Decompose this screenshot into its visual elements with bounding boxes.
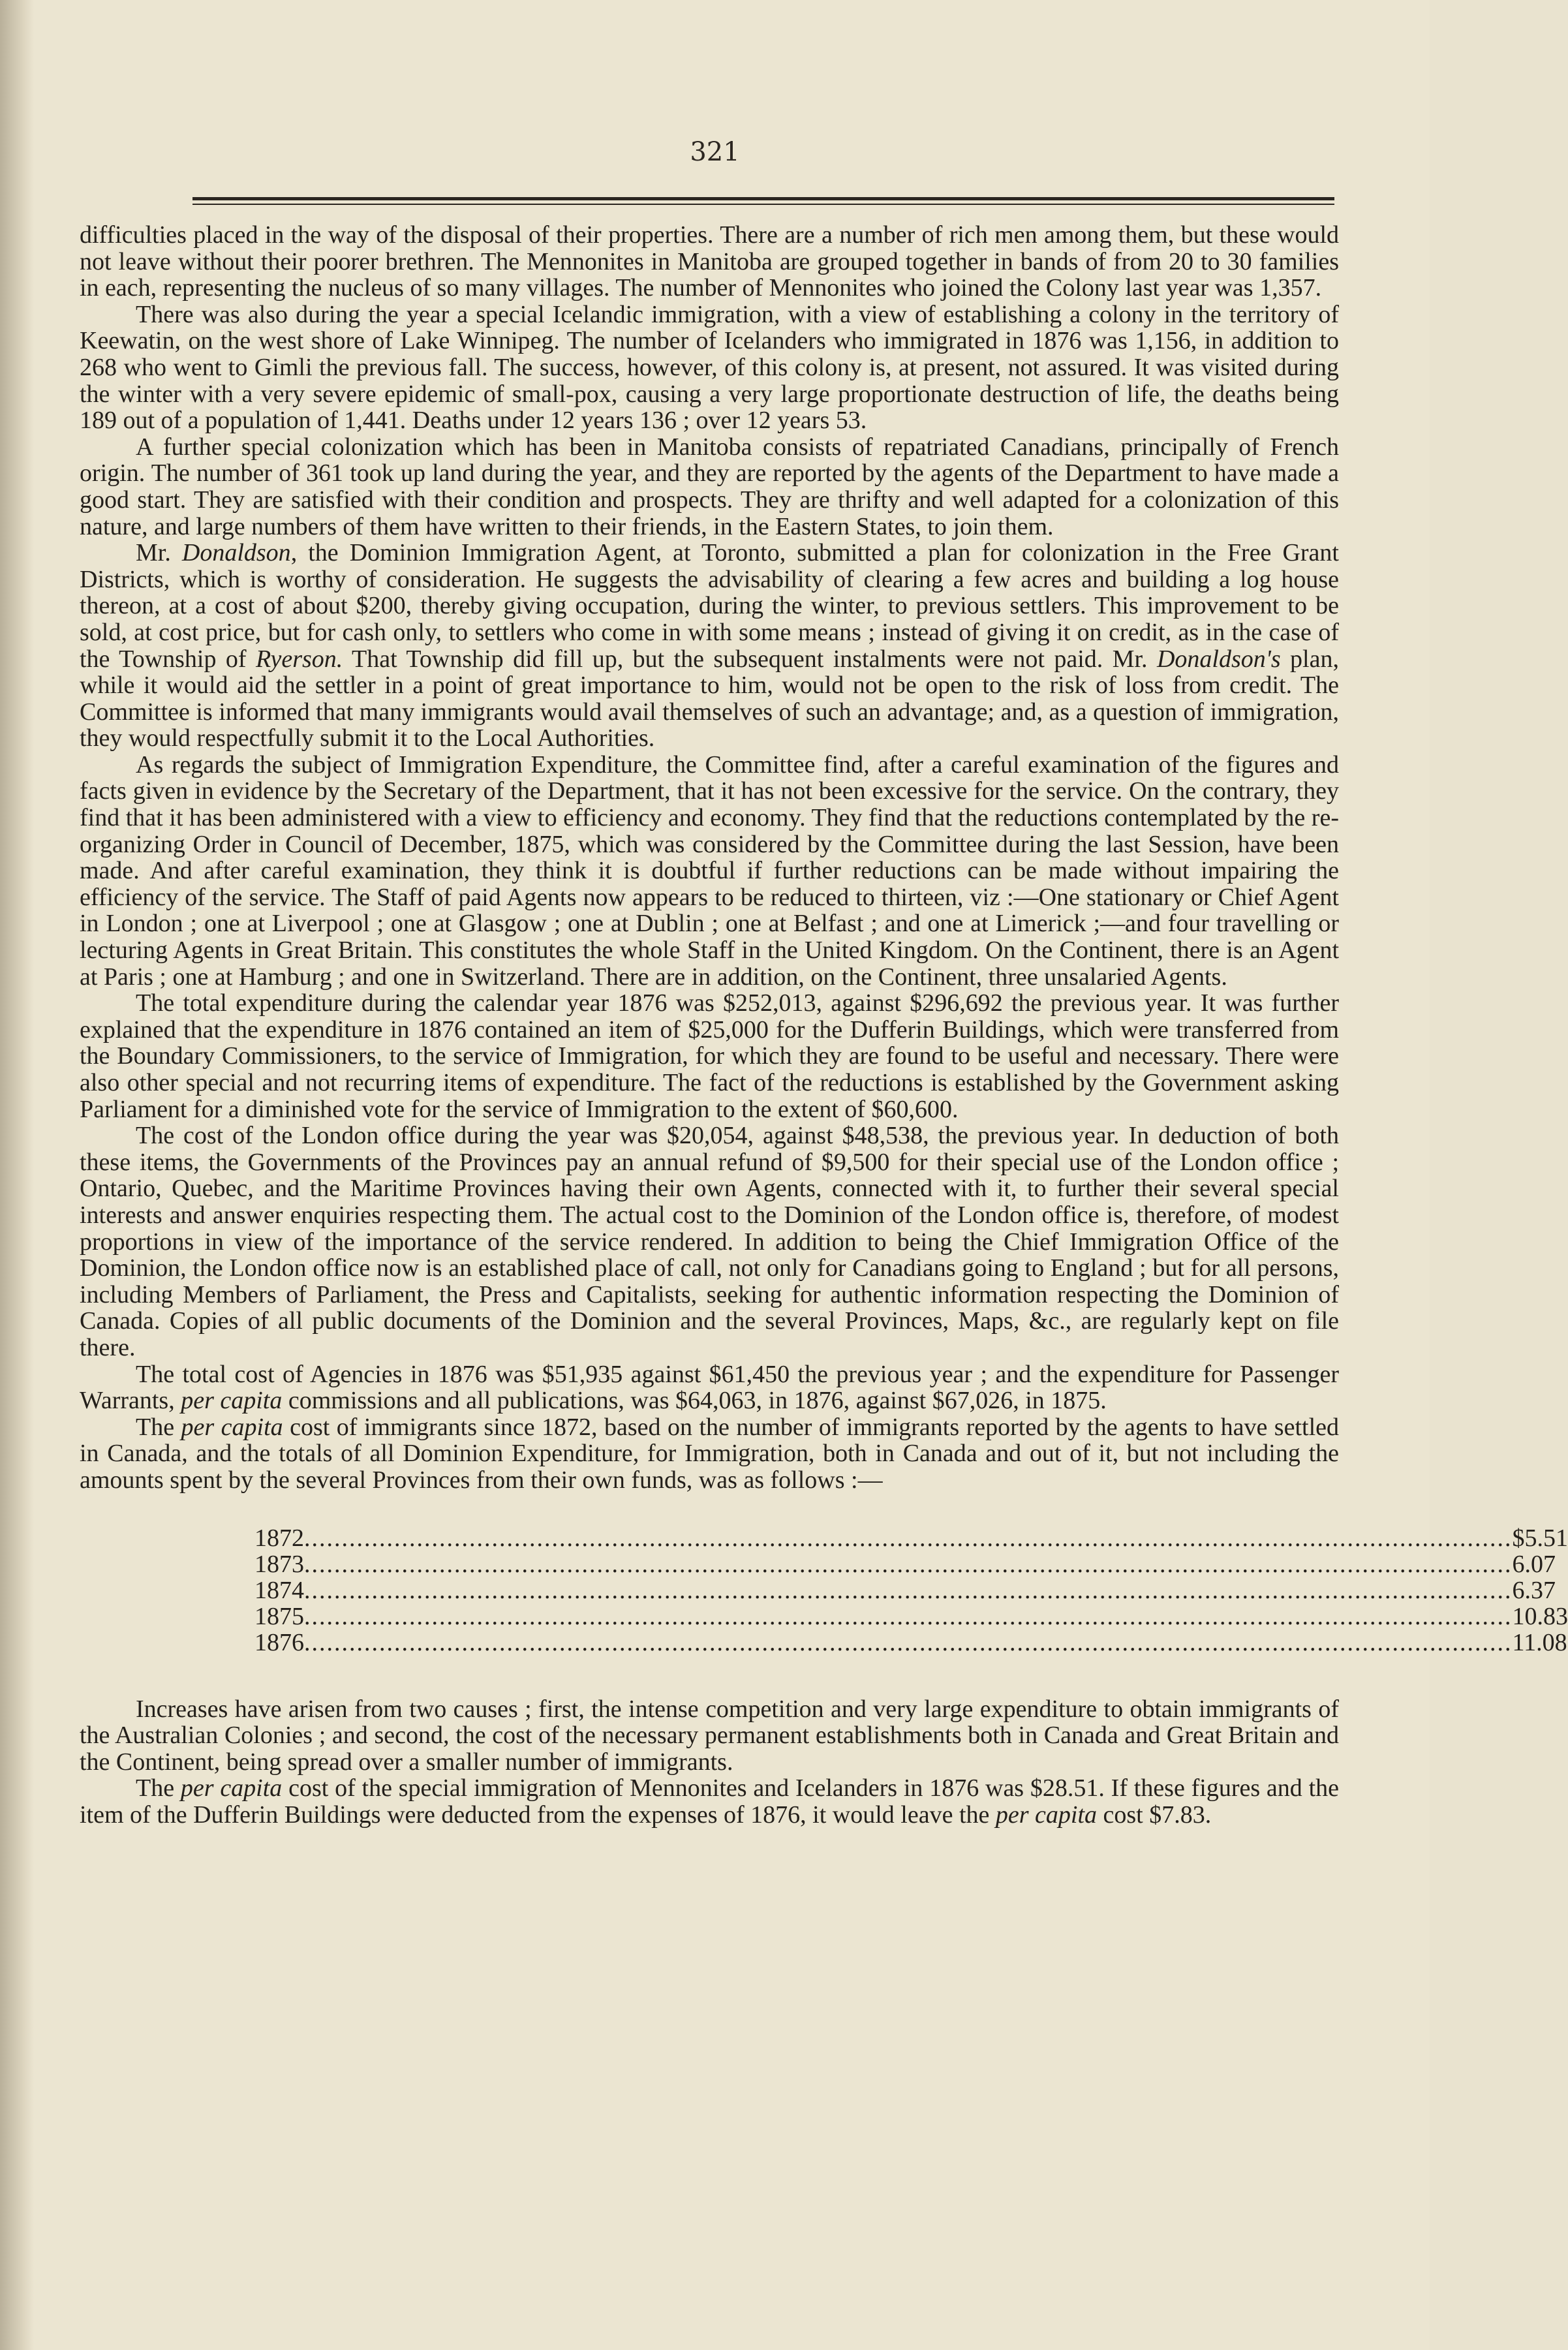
paragraph (80, 301, 1339, 434)
cost-amount: 11.08 (1512, 1628, 1567, 1656)
paragraph-text: Increases have arisen from two causes ; first, the intense competition and very large expenditure to obtain immigrants of the Australian Colonies ; and second, the cost of the necessary permanent establishments both in Canada and Great Britain and the Continent, being spread over a smaller number of immigrants. (80, 1695, 1339, 1776)
cost-year: 1874 (254, 1576, 304, 1604)
paragraph (80, 222, 1339, 301)
page-number: 321 (690, 137, 740, 167)
italic-text: per capita (180, 1774, 283, 1802)
cost-amount: 10.83 (1512, 1602, 1568, 1630)
paragraph-text: plan, while it would aid the settler in a point of great importance to him, would not be open to the risk of loss from credit. The Committee is informed that many immigrants would avail themselves of such an advantage; and, as a question of immigration, they would respectfully submit it to the Local Authorities. (80, 645, 1339, 752)
cost-amount: 6.37 (1512, 1576, 1556, 1604)
paragraph (80, 1122, 1339, 1361)
dot-leader: ................................................................................................................................................................. (304, 1550, 1513, 1578)
paragraph (80, 1361, 1339, 1414)
italic-text: Ryerson. (255, 645, 343, 673)
cost-year: 1873 (254, 1550, 304, 1578)
paragraph-text: The total expenditure during the calendar year 1876 was $252,013, against $296,692 the previous year. It was further explained that the expenditure in 1876 contained an item of $25,000 for the Dufferin Buildings, which were transferred from the Boundary Commissioners, to the service of Immigration, for which they are found to be useful and necessary. There were also other special and not recurring items of expenditure. The fact of the reductions is established by the Government asking Parliament for a diminished vote for the service of Immigration to the extent of $60,600. (80, 989, 1339, 1123)
dot-leader: ................................................................................................................................................................. (304, 1576, 1513, 1604)
cost-amount: 6.07 (1512, 1550, 1556, 1578)
italic-text: per capita (181, 1413, 283, 1441)
paragraph (80, 1696, 1339, 1776)
cost-year: 1875 (254, 1602, 304, 1630)
cost-row (254, 1628, 1567, 1656)
dot-leader: ................................................................................................................................................................. (304, 1628, 1513, 1656)
italic-text: per capita (181, 1387, 283, 1415)
paragraph (80, 990, 1339, 1122)
paragraph (80, 752, 1339, 990)
cost-amount: $5.51 (1512, 1524, 1568, 1552)
paragraph-text: There was also during the year a special Icelandic immigration, with a view of establishing a colony in the territory of Keewatin, on the west shore of Lake Winnipeg. The number of Icelanders who immigrated in 1876 was 1,156, in addition to 268 who went to Gimli the previous fall. The success, however, of this colony is, at present, not assured. It was visited during the winter with a very severe epidemic of small-pox, causing a very large proportionate destruction of life, the deaths being 189 out of a population of 1,441. Deaths under 12 years 136 ; over 12 years 53. (80, 300, 1339, 435)
cost-row (254, 1602, 1568, 1630)
body-text (80, 221, 1568, 1829)
paragraph (80, 434, 1339, 540)
per-capita-cost-table (80, 1524, 1568, 1656)
paragraph-text: Mr. (136, 539, 182, 567)
paragraphs-bottom (80, 1696, 1339, 1829)
paragraph-text: difficulties placed in the way of the disposal of their properties. There are a number of rich men among them, but these would not leave without their poorer brethren. The Mennonites in Manitoba are grouped together in bands of from 20 to 30 families in each, representing the nucleus of so many villages. The number of Mennonites who joined the Colony last year was 1,357. (80, 221, 1339, 302)
cost-row (254, 1550, 1556, 1578)
paragraph-text: As regards the subject of Immigration Expenditure, the Committee find, after a careful examination of the figures and facts given in evidence by the Secretary of the Department, that it has not been excessive for the service. On the contrary, they find that it has been administered with a view to efficiency and economy. They find that the reductions contemplated by the re-organizing Order in Council of December, 1875, which was considered by the Committee during the last Session, have been made. And after careful examination, they think it is doubtful if further reductions can be made without impairing the efficiency of the service. The Staff of paid Agents now appears to be reduced to thirteen, viz :—One stationary or Chief Agent in London ; one at Liverpool ; one at Glasgow ; one at Dublin ; one at Belfast ; and one at Limerick ;—and four travelling or lecturing Agents in Great Britain. This constitutes the whole Staff in the United Kingdom. On the Continent, there is an Agent at Paris ; one at Hamburg ; and one in Switzerland. There are in addition, on the Continent, three unsalaried Agents. (80, 750, 1339, 991)
dot-leader: ................................................................................................................................................................. (304, 1602, 1513, 1630)
paragraph-text: The (136, 1413, 181, 1441)
page-binding-shadow (0, 0, 34, 2350)
cost-row (254, 1576, 1556, 1604)
dot-leader: ................................................................................................................................................................. (304, 1524, 1513, 1552)
paragraph (80, 540, 1339, 752)
cost-year: 1872 (254, 1524, 304, 1552)
paragraph-text: The cost of the London office during the year was $20,054, against $48,538, the previous year. In deduction of both these items, the Governments of the Provinces pay an annual refund of $9,500 for their special use of the London office ; Ontario, Quebec, and the Maritime Provinces having their own Agents, connected with it, to further their several special interests and answer enquiries respecting them. The actual cost to the Dominion of the London office is, therefore, of modest proportions in view of the importance of the service rendered. In addition to being the Chief Immigration Office of the Dominion, the London office now is an established place of call, not only for Canadians going to England ; but for all persons, including Members of Parliament, the Press and Capitalists, seeking for authentic information respecting the Dominion of Canada. Copies of all public documents of the Dominion and the several Provinces, Maps, &c., are regularly kept on file there. (80, 1122, 1339, 1361)
italic-text: Donaldson's (1156, 645, 1281, 673)
paragraph-text: , the Dominion Immigration Agent, at Toronto, submitted a plan for colonization in the Free Grant Districts, which is worthy of consideration. He suggests the advisability of clearing a few acres and building a log house thereon, at a cost of about $200, thereby giving occupation, during the winter, to previous settlers. This improvement to be sold, at cost price, but for cash only, to settlers who come in with some means ; instead of giving it on credit, as in the case of the Township of (80, 539, 1339, 673)
paragraph-text: The (136, 1774, 181, 1802)
paragraph-text: A further special colonization which has been in Manitoba consists of repatriated Canadians, principally of French origin. The number of 361 took up land during the year, and they are reported by the agents of the Department to have made a good start. They are satisfied with their condition and prospects. They are thrifty and well adapted for a colonization of this nature, and large numbers of them have written to their friends, in the Eastern States, to join them. (80, 433, 1339, 540)
paragraph-text: commissions and all publications, was $64,063, in 1876, against $67,026, in 1875. (282, 1387, 1107, 1415)
paragraph-text: The total cost of Agencies in 1876 was $51,935 against $61,450 the previous year ; and the expenditure for Passenger Warrants, (80, 1360, 1339, 1415)
paragraph-text: That Township did fill up, but the subsequent instalments were not paid. Mr. (343, 645, 1157, 673)
paragraphs-top (80, 222, 1339, 1494)
italic-text: per capita (995, 1801, 1098, 1829)
paragraph-text: cost of the special immigration of Mennonites and Icelanders in 1876 was $28.51. If these figures and the item of the Dufferin Buildings were deducted from the expenses of 1876, it would leave the (80, 1774, 1340, 1829)
cost-row (254, 1524, 1568, 1552)
paragraph (80, 1775, 1339, 1828)
header-rule (192, 197, 1334, 200)
cost-year: 1876 (254, 1628, 304, 1656)
paragraph (80, 1414, 1339, 1494)
italic-text: Donaldson (181, 539, 291, 567)
paragraph-text: cost of immigrants since 1872, based on the number of immigrants reported by the agents to have settled in Canada, and the totals of all Dominion Expenditure, for Immigration, both in Canada and out of it, but not including the amounts spent by the several Provinces from their own funds, was as follows :— (80, 1413, 1339, 1494)
header-rule-thin (192, 204, 1334, 205)
paragraph-text: cost $7.83. (1097, 1801, 1212, 1829)
